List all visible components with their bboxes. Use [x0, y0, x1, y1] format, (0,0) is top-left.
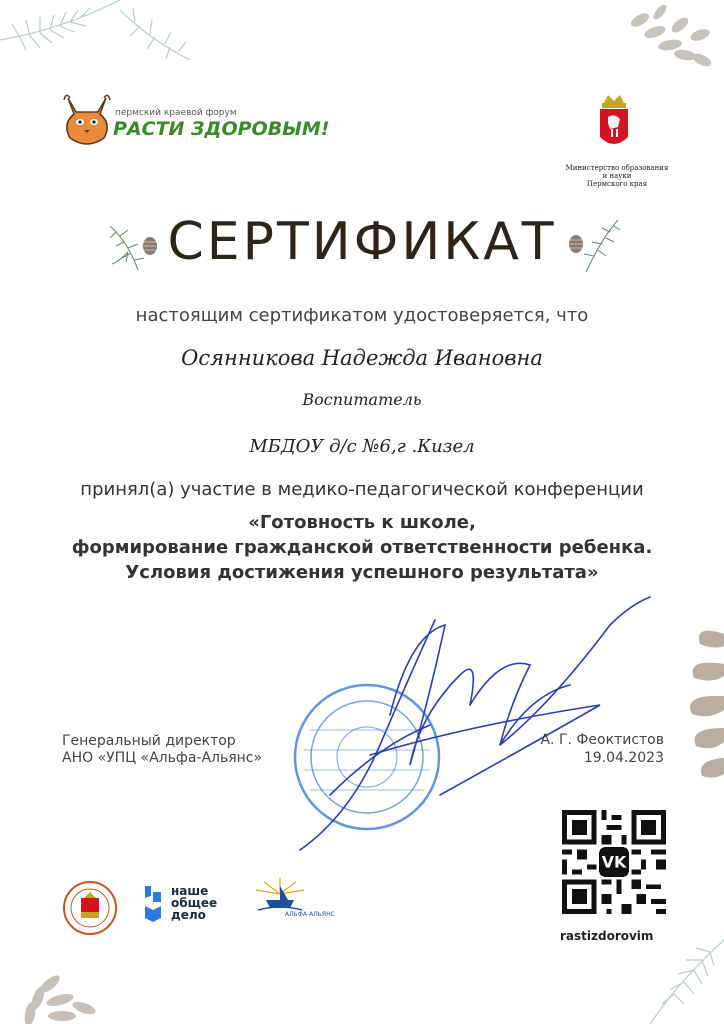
pine-branch-bottom-right-decoration	[610, 930, 724, 1024]
nod-line-1: наше	[171, 884, 209, 898]
ministry-line-1: Министерство образования	[565, 164, 669, 172]
partner-seal-logo	[62, 880, 118, 936]
event-title-line-3: Условия достижения успешного результата»	[125, 562, 599, 583]
lynx-mascot-logo	[60, 90, 114, 148]
nod-line-2: общее	[171, 896, 218, 910]
participation-text: принял(а) участие в медико-педагогической конференции	[80, 479, 644, 500]
qr-code[interactable]	[562, 810, 666, 914]
certificate-intro: настоящим сертификатом удостоверяется, что	[135, 305, 589, 326]
forum-subtitle: пермский краевой форум	[115, 108, 237, 118]
ministry-caption	[562, 164, 672, 188]
ministry-line-2: и науки	[602, 172, 632, 180]
recipient-name: Осянникова Надежда Ивановна	[181, 346, 543, 370]
recipient-organization: МБДОУ д/с №6,г .Кизел	[249, 436, 475, 457]
pine-branch-top-left-decoration	[0, 0, 200, 90]
event-title-line-2: формирование гражданской ответственности ребенка.	[71, 537, 653, 558]
director-title: Генеральный директор	[62, 733, 236, 749]
pine-cone-right-decoration	[664, 624, 724, 794]
certificate-date: 19.04.2023	[583, 750, 664, 766]
alfa-alliance-logo-icon	[250, 876, 310, 916]
ministry-line-3: Пермского края	[586, 180, 648, 188]
pine-cone-top-right-decoration	[600, 0, 724, 90]
recipient-position: Воспитатель	[302, 390, 422, 409]
nod-line-3: дело	[171, 908, 206, 922]
certificate-title: СЕРТИФИКАТ	[167, 212, 557, 272]
svg-text:VK: VK	[601, 852, 627, 872]
event-title-line-1: «Готовность к школе,	[248, 512, 476, 533]
social-handle: rastizdorovim	[560, 929, 654, 943]
nashe-obshchee-delo-icon	[145, 886, 165, 926]
forum-title: РАСТИ ЗДОРОВЫМ!	[113, 118, 330, 140]
nashe-obshchee-delo-logo-text	[171, 885, 217, 921]
pine-cone-bottom-left-decoration	[0, 944, 120, 1024]
director-name: А. Г. Феоктистов	[540, 732, 664, 748]
perm-krai-coat-of-arms-emblem	[596, 93, 632, 155]
alfa-alliance-logo-text: АЛЬФА-АЛЬЯНС	[285, 911, 335, 918]
director-organization: АНО «УПЦ «Альфа-Альянс»	[62, 750, 263, 766]
